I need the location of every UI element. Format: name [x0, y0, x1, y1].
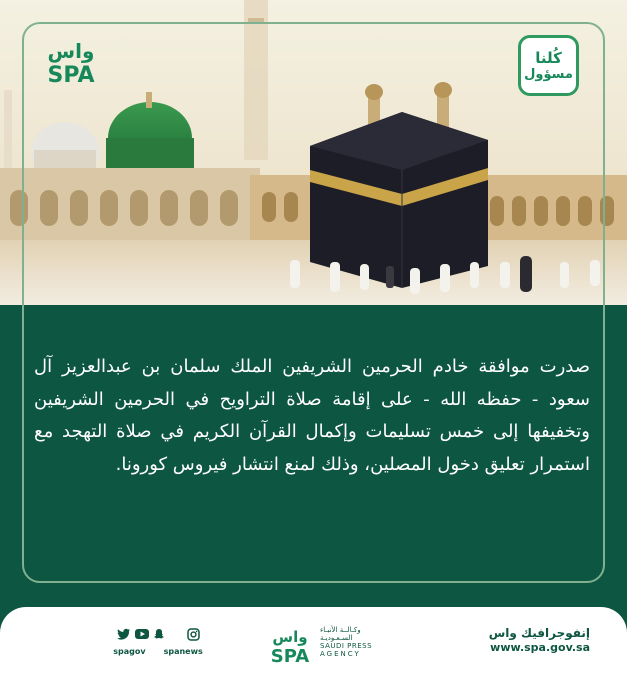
badge-line1: كُلنا [535, 48, 562, 67]
handle-spagov[interactable]: spagov [113, 647, 146, 656]
instagram-icon[interactable] [187, 628, 200, 641]
infographic-label: إنفوجرافيك واس [488, 626, 590, 640]
infographic-credit [430, 625, 590, 655]
announcement-text: صدرت موافقة خادم الحرمين الشريفين الملك سلمان بن عبدالعزيز آل سعود - حفظه الله - على إقامة صلاة التراويح في الحرمين الشريفين وتخفيفها إلى خمس تسليمات وإكمال القرآن الكريم في صلاة التهجد مع استمرار تعليق دخول المصلين، وذلك لمنع انتشار فيروس كورونا. [34, 356, 590, 475]
agency-logo-latin: SPA [270, 646, 310, 666]
kulna-masool-badge [518, 35, 579, 96]
snapchat-icon[interactable] [153, 628, 165, 640]
agency-name-ar: وكـالــة الأنبـاء السـعـوديـة [320, 626, 361, 642]
agency-name-en-1: SAUDI PRESS [320, 642, 373, 650]
saudi-press-agency-logo [262, 620, 392, 670]
social-links [108, 624, 208, 668]
twitter-icon[interactable] [117, 628, 131, 640]
handle-spanews[interactable]: spanews [163, 647, 203, 656]
agency-name-en-2: AGENCY [320, 650, 361, 658]
website-link[interactable]: www.spa.gov.sa [490, 641, 590, 654]
spa-logo-latin: SPA [47, 63, 95, 88]
spa-logo [40, 36, 102, 88]
footer [0, 607, 627, 680]
hero-image [0, 0, 627, 305]
youtube-icon[interactable] [135, 628, 149, 640]
badge-line2: مسؤول [524, 66, 573, 82]
agency-logo-arabic: واس [272, 628, 308, 646]
agency-name [320, 626, 392, 658]
spa-logo-arabic: واس [47, 39, 95, 63]
